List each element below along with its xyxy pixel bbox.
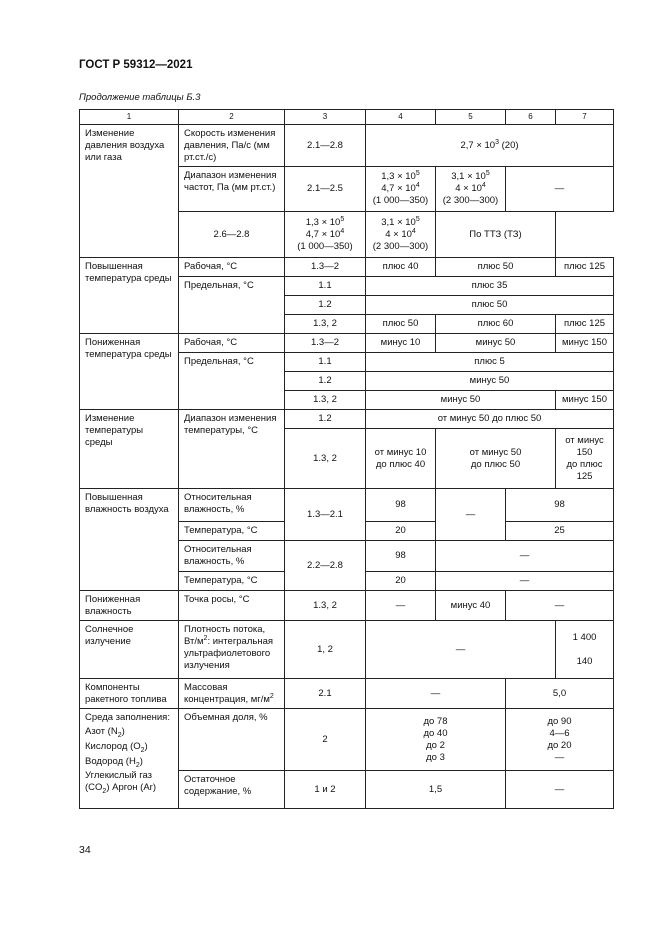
table-row <box>80 709 614 771</box>
value-cell: плюс 60 <box>436 315 556 334</box>
value-cell: $3,1 \times 10^5$ $4 \times 10^4$ (2 300—300) <box>436 167 506 212</box>
subparameter-cell: Массовая концентрация, $мг/м^2$ <box>179 679 285 709</box>
clause-cell: 2 <box>285 709 366 771</box>
value-cell: 5,0 <box>506 679 614 709</box>
table-row <box>80 621 614 679</box>
value-cell: плюс 50 <box>366 296 614 315</box>
clause-cell: 1.3, 2 <box>285 429 366 489</box>
clause-cell: 2.2—2.8 <box>285 541 366 591</box>
value-cell: — <box>366 679 506 709</box>
parameter-cell: Компоненты ракетного топлива <box>80 679 179 709</box>
col-num: 3 <box>285 110 366 125</box>
value-cell: плюс 5 <box>366 353 614 372</box>
value-cell: $1,3 \times 10^5$ $4,7 \times 10^4$ (1 000—350) <box>285 212 366 258</box>
clause-cell: 1 и 2 <box>285 771 366 809</box>
clause-cell: 1, 2 <box>285 621 366 679</box>
value-cell: — <box>506 591 614 621</box>
col-num: 2 <box>179 110 285 125</box>
value-cell: 98 <box>366 541 436 572</box>
value-cell: минус 150 <box>556 391 614 410</box>
value-cell: $2,7 \times 10^3$ (20) <box>366 125 614 167</box>
table-row <box>80 591 614 621</box>
value-cell: минус 150 <box>556 334 614 353</box>
value-cell: 20 <box>366 522 436 541</box>
value-cell: 98 <box>366 489 436 522</box>
subparameter-cell: Скорость изменения давления, Па/с (мм рт.ст./с) <box>179 125 285 167</box>
value-cell: — <box>506 167 614 212</box>
table-row <box>80 258 614 277</box>
subparameter-cell: Диапазон изменения температуры, °С <box>179 410 285 489</box>
parameter-cell: Повышенная температура среды <box>80 258 179 334</box>
value-cell: плюс 40 <box>366 258 436 277</box>
clause-cell: 2.1—2.8 <box>285 125 366 167</box>
clause-cell: 2.1 <box>285 679 366 709</box>
clause-cell: 1.3—2.1 <box>285 489 366 541</box>
value-cell: минус 50 <box>366 391 556 410</box>
value-cell: — <box>436 541 614 572</box>
value-cell: 25 <box>506 522 614 541</box>
subparameter-cell: Точка росы, °С <box>179 591 285 621</box>
clause-cell: 1.2 <box>285 296 366 315</box>
value-cell: — <box>436 572 614 591</box>
clause-cell: 2.1—2.5 <box>285 167 366 212</box>
col-num: 4 <box>366 110 436 125</box>
value-cell: — <box>436 489 506 541</box>
table-row <box>80 125 614 167</box>
value-cell: — <box>366 621 556 679</box>
subparameter-cell: Объемная доля, % <box>179 709 285 771</box>
value-cell: минус 40 <box>436 591 506 621</box>
table-row <box>80 679 614 709</box>
data-table <box>79 109 614 809</box>
table-row <box>80 489 614 522</box>
parameter-cell: Солнечное излучение <box>80 621 179 679</box>
clause-cell: 1.3, 2 <box>285 315 366 334</box>
value-cell: — <box>366 591 436 621</box>
value-cell: от минус 10 до плюс 40 <box>366 429 436 489</box>
value-cell: По ТТЗ (ТЗ) <box>436 212 556 258</box>
subparameter-cell: Относительная влажность, % <box>179 541 285 572</box>
col-num: 6 <box>506 110 556 125</box>
clause-cell: 1.3—2 <box>285 334 366 353</box>
subparameter-cell: Рабочая, °С <box>179 334 285 353</box>
value-cell: плюс 125 <box>556 258 614 277</box>
value-cell: от минус 50 до плюс 50 <box>436 429 556 489</box>
value-cell: — <box>506 771 614 809</box>
value-cell: 1 400 140 <box>556 621 614 679</box>
subparameter-cell: Диапазон изменения частот, Па (мм рт.ст.) <box>179 167 285 212</box>
value-cell: плюс 50 <box>436 258 556 277</box>
clause-cell: 1.1 <box>285 353 366 372</box>
subparameter-cell: Предельная, °С <box>179 277 285 334</box>
clause-cell: 1.3, 2 <box>285 391 366 410</box>
value-cell: от минус 50 до плюс 50 <box>366 410 614 429</box>
value-cell: 98 <box>506 489 614 522</box>
page-number: 34 <box>79 844 91 856</box>
col-num: 5 <box>436 110 506 125</box>
subparameter-cell: Плотность потока, $Вт/м^2$: интегральная ультрафиолетового излучения <box>179 621 285 679</box>
clause-cell: 1.2 <box>285 410 366 429</box>
value-cell: $3,1 \times 10^5$ $4 \times 10^4$ (2 300—300) <box>366 212 436 258</box>
subparameter-cell: Температура, °С <box>179 572 285 591</box>
clause-cell: 1.1 <box>285 277 366 296</box>
subparameter-cell: Рабочая, °С <box>179 258 285 277</box>
subparameter-cell: Относительная влажность, % <box>179 489 285 522</box>
value-cell: плюс 125 <box>556 315 614 334</box>
value-cell: 20 <box>366 572 436 591</box>
value-cell: минус 50 <box>366 372 614 391</box>
clause-cell: 2.6—2.8 <box>179 212 285 258</box>
column-numbers-row <box>80 110 614 125</box>
table-continuation-caption: Продолжение таблицы Б.3 <box>79 92 201 103</box>
value-cell: минус 10 <box>366 334 436 353</box>
col-num: 1 <box>80 110 179 125</box>
subparameter-cell: Остаточное содержание, % <box>179 771 285 809</box>
table-row <box>80 410 614 429</box>
col-num: 7 <box>556 110 614 125</box>
parameter-cell: Среда заполнения: Азот $(N_2)$ Кислород $(O_2)$ Водород $(H_2)$ Углекислый газ $(CO_2)$ Аргон (Ar) <box>80 709 179 809</box>
clause-cell: 1.2 <box>285 372 366 391</box>
value-cell: плюс 35 <box>366 277 614 296</box>
parameter-cell: Изменение давления воздуха или газа <box>80 125 179 258</box>
parameter-cell: Пониженная температура среды <box>80 334 179 410</box>
value-cell: плюс 50 <box>366 315 436 334</box>
subparameter-cell: Температура, °С <box>179 522 285 541</box>
clause-cell: 1.3, 2 <box>285 591 366 621</box>
value-cell: до 78 до 40 до 2 до 3 <box>366 709 506 771</box>
value-cell: $1,3 \times 10^5$ $4,7 \times 10^4$ (1 000—350) <box>366 167 436 212</box>
value-cell: минус 50 <box>436 334 556 353</box>
table-row <box>80 334 614 353</box>
value-cell: 1,5 <box>366 771 506 809</box>
parameter-cell: Изменение температуры среды <box>80 410 179 489</box>
subparameter-cell: Предельная, °С <box>179 353 285 410</box>
parameter-cell: Пониженная влажность <box>80 591 179 621</box>
value-cell: от минус 150 до плюс 125 <box>556 429 614 489</box>
clause-cell: 1.3—2 <box>285 258 366 277</box>
value-cell: до 90 4—6 до 20 — <box>506 709 614 771</box>
document-id: ГОСТ Р 59312—2021 <box>79 59 193 71</box>
parameter-cell: Повышенная влажность воздуха <box>80 489 179 591</box>
